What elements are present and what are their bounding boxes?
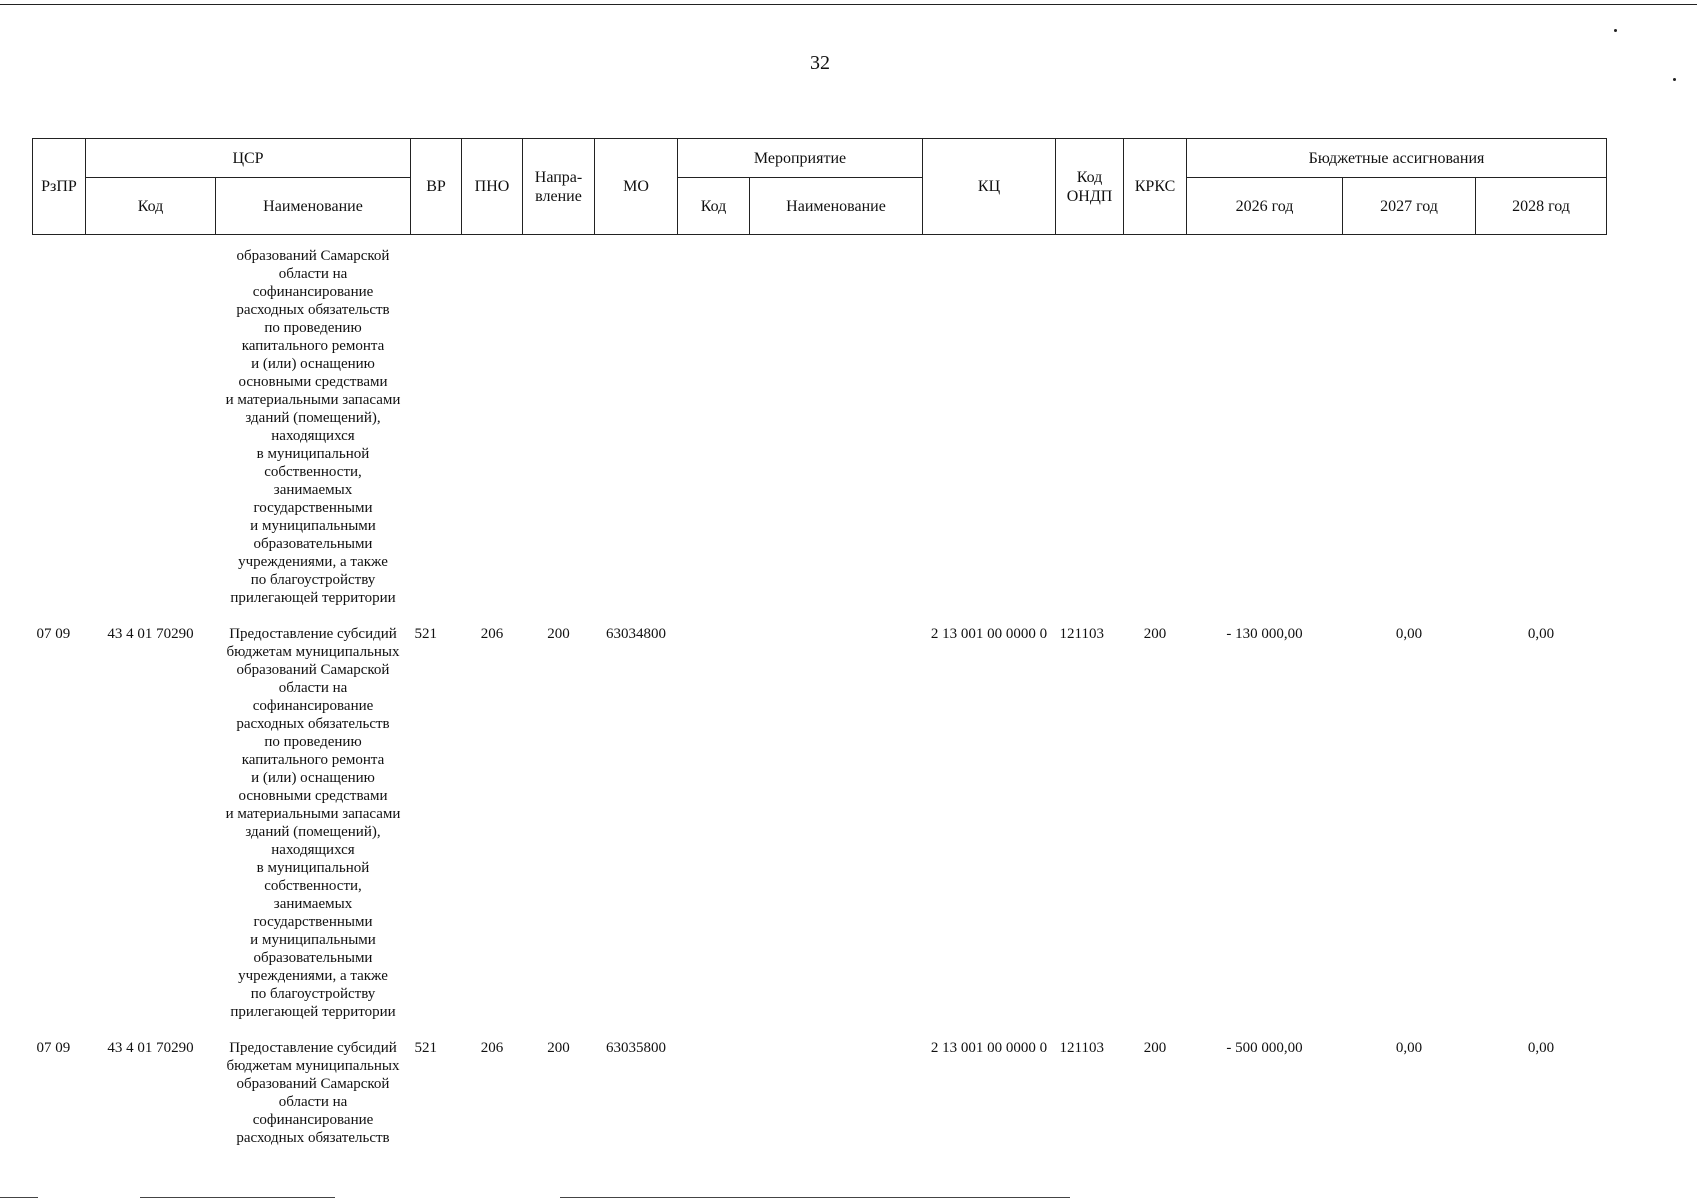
col-vr: ВР [411,139,462,235]
cell-ondp: 121103 [1059,1040,1104,1056]
scan-speck [1614,29,1617,32]
budget-table [32,138,1607,1147]
cell-pno: 206 [480,1040,504,1056]
cell-2026: - 500 000,00 [1226,1040,1303,1056]
cell-event-name [750,1031,923,1147]
bottom-rule [560,1197,1070,1198]
page-number: 32 [810,52,830,74]
cell-event-name [750,617,923,1021]
cell-name: Предоставление субсидий бюджетам муниципальных образований Самарской области на софинансирование расходных обязательств по проведению капитального ремонта и (или) оснащению основными средствами и материальными запасами зданий (помещений), находящихся в муниципальной собственности, занимаемых государственными и муниципальными образовательными учреждениями, а также по благоустройству прилегающей территории [225,626,401,1020]
col-csr-group: ЦСР [86,139,411,178]
cell-direction: 200 [547,626,570,642]
cell-2027: 0,00 [1395,626,1423,642]
cell-mo: 63035800 [606,1040,666,1056]
cell-kc: 2 13 001 00 0000 0 [930,1040,1048,1056]
col-budget-group: Бюджетные ассигнования [1187,139,1607,178]
cell-mo: 63034800 [606,626,666,642]
cell-2027: 0,00 [1395,1040,1423,1056]
col-event-group: Мероприятие [678,139,923,178]
col-ondp-line1: Код [1076,168,1103,186]
cell-event-code [678,1031,750,1147]
col-pno: ПНО [462,139,523,235]
col-csr-name: Наименование [216,178,411,235]
col-year-2028: 2028 год [1476,178,1607,235]
cell-2026: - 130 000,00 [1226,626,1303,642]
col-rzpr: РзПР [33,139,86,235]
top-rule [0,4,1697,5]
table-row [33,617,1607,1021]
continued-name-cell: образований Самарской области на софинансирование расходных обязательств по проведению капитального ремонта и (или) оснащению основными средствами и материальными запасами зданий (помещений), находящихся в муниципальной собственности, занимаемых государственными и муниципальными образовательными учреждениями, а также по благоустройству прилегающей территории [225,248,401,606]
table-header [33,139,1607,235]
cell-2028: 0,00 [1527,1040,1555,1056]
bottom-rule [140,1197,335,1198]
cell-2028: 0,00 [1527,626,1555,642]
cell-kc: 2 13 001 00 0000 0 [930,626,1048,642]
col-year-2026: 2026 год [1187,178,1343,235]
col-event-code: Код [678,178,750,235]
cell-pno: 206 [480,626,504,642]
cell-krks: 200 [1143,1040,1167,1056]
cell-name: Предоставление субсидий бюджетам муниципальных образований Самарской области на софинансирование расходных обязательств [226,1040,400,1146]
cell-krks: 200 [1143,626,1167,642]
col-event-name: Наименование [750,178,923,235]
col-csr-code: Код [86,178,216,235]
scan-speck [1673,78,1676,81]
col-year-2027: 2027 год [1343,178,1476,235]
col-direction-line1: Напра- [534,168,583,186]
cell-direction: 200 [547,1040,570,1056]
cell-vr: 521 [414,1040,437,1056]
col-kc: КЦ [923,139,1056,235]
col-direction-line2: вление [535,187,582,205]
table-row [33,1031,1607,1147]
col-ondp-line2: ОНДП [1066,187,1113,205]
col-mo: МО [595,139,678,235]
col-krks: КРКС [1124,139,1187,235]
cell-csr-code: 43 4 01 70290 [107,1040,194,1056]
cell-ondp: 121103 [1059,626,1104,642]
cell-vr: 521 [414,626,437,642]
cell-rzpr: 07 09 [36,626,71,642]
cell-csr-code: 43 4 01 70290 [107,626,194,642]
cell-rzpr: 07 09 [36,1040,71,1056]
table-row-continuation [33,235,1607,608]
bottom-rule [0,1197,38,1198]
col-direction [523,139,595,235]
cell-event-code [678,617,750,1021]
col-ondp [1056,139,1124,235]
